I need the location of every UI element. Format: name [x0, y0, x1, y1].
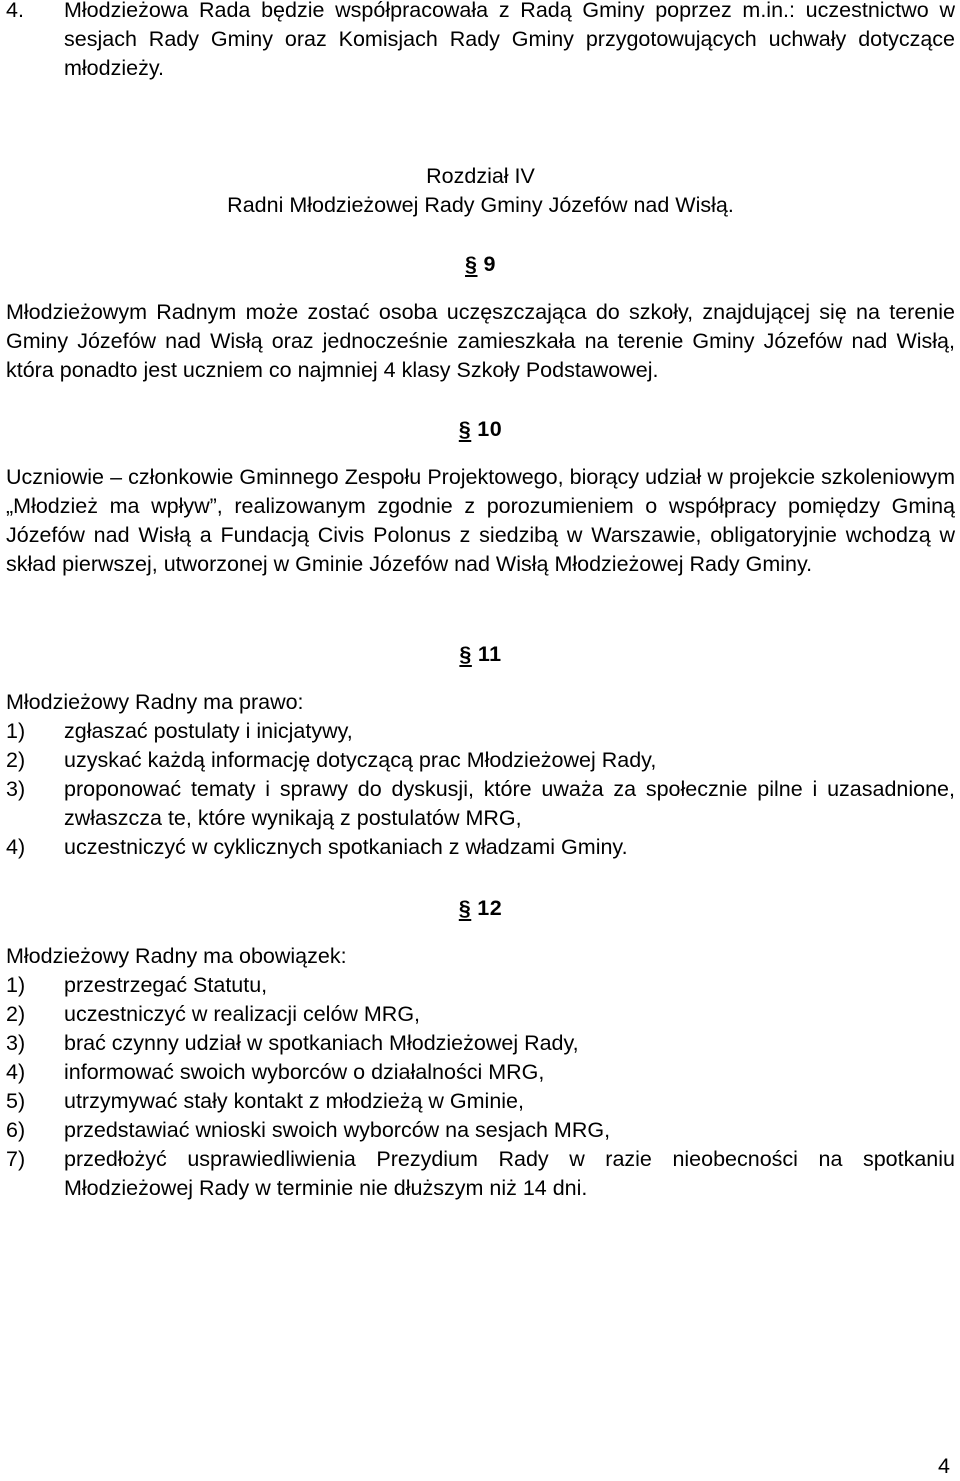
item-number: 5): [6, 1089, 26, 1113]
section-number: 10: [477, 417, 503, 441]
list-item: [6, 1000, 955, 1029]
item-number: 2): [6, 748, 26, 772]
list-item-4: [6, 0, 955, 83]
chapter-title: Rozdział IV: [426, 164, 535, 188]
rights-list: [6, 717, 955, 862]
list-item: [6, 1087, 955, 1116]
section-symbol: §: [459, 642, 472, 666]
item-text: Młodzieżowa Rada będzie współpracowała z Radą Gminy poprzez m.in.: uczestnictwo w sesjach Rady Gminy oraz Komisjach Rady Gminy przygotowujących uchwały dotyczące młodzieży.: [64, 0, 955, 80]
list-item: [6, 971, 955, 1000]
item-text: przestrzegać Statutu,: [64, 973, 268, 997]
item-text: przedstawiać wnioski swoich wyborców na sesjach MRG,: [64, 1118, 611, 1142]
item-text: uzyskać każdą informację dotyczącą prac Młodzieżowej Rady,: [64, 748, 657, 772]
document-page: [6, 0, 955, 1203]
list-item: [6, 833, 955, 862]
item-text: przedłożyć usprawiedliwienia Prezydium Rady w razie nieobecności na spotkaniu Młodzieżowej Rady w terminie nie dłuższym niż 14 dni.: [64, 1147, 955, 1200]
list-item: [6, 746, 955, 775]
item-number: 3): [6, 1031, 26, 1055]
section-symbol: §: [465, 252, 478, 276]
section-10-text: Uczniowie – członkowie Gminnego Zespołu Projektowego, biorący udział w projekcie szkoleniowym „Młodzież ma wpływ”, realizowanym zgodnie z porozumieniem o współpracy pomiędzy Gminą Józefów nad Wisłą a Fundacją Civis Polonus z siedzibą w Warszawie, obligatoryjnie wchodzą w skład pierwszej, utworzonej w Gminie Józefów nad Wisłą Młodzieżowej Rady Gminy.: [6, 465, 955, 576]
item-number: 3): [6, 777, 26, 801]
item-text: zgłaszać postulaty i inicjatywy,: [64, 719, 353, 743]
item-text: uczestniczyć w realizacji celów MRG,: [64, 1002, 421, 1026]
section-9-heading: [6, 250, 955, 279]
item-text: proponować tematy i sprawy do dyskusji, które uważa za społecznie pilne i uzasadnione, zwłaszcza te, które wynikają z postulatów MRG,: [64, 777, 955, 830]
item-number: 1): [6, 973, 26, 997]
list-item: [6, 1058, 955, 1087]
section-11-intro: Młodzieżowy Radny ma prawo:: [6, 690, 304, 714]
item-number: 1): [6, 719, 26, 743]
list-item: [6, 775, 955, 833]
item-number: 2): [6, 1002, 26, 1026]
section-number: 9: [483, 252, 496, 276]
list-item: [6, 717, 955, 746]
item-text: utrzymywać stały kontakt z młodzieżą w Gminie,: [64, 1089, 524, 1113]
chapter-subtitle: Radni Młodzieżowej Rady Gminy Józefów nad Wisłą.: [227, 193, 734, 217]
item-text: uczestniczyć w cyklicznych spotkaniach z władzami Gminy.: [64, 835, 628, 859]
section-12-intro: Młodzieżowy Radny ma obowiązek:: [6, 944, 347, 968]
section-number: 11: [477, 642, 502, 666]
section-12-heading: [6, 894, 955, 923]
list-item: [6, 1116, 955, 1145]
list-item: [6, 1145, 955, 1203]
item-number: 7): [6, 1147, 26, 1171]
item-text: brać czynny udział w spotkaniach Młodzieżowej Rady,: [64, 1031, 579, 1055]
section-number: 12: [477, 896, 503, 920]
item-number: 4.: [6, 0, 24, 22]
section-11-heading: [6, 640, 955, 669]
item-text: informować swoich wyborców o działalności MRG,: [64, 1060, 545, 1084]
page-number: 4: [938, 1454, 950, 1478]
duties-list: [6, 971, 955, 1203]
section-9-text: Młodzieżowym Radnym może zostać osoba uczęszczająca do szkoły, znajdującej się na terenie Gminy Józefów nad Wisłą oraz jednocześnie zamieszkała na terenie Gminy Józefów nad Wisłą, która ponadto jest uczniem co najmniej 4 klasy Szkoły Podstawowej.: [6, 300, 955, 382]
list-item: [6, 1029, 955, 1058]
section-symbol: §: [458, 896, 472, 920]
section-10-heading: [6, 415, 955, 444]
item-number: 6): [6, 1118, 26, 1142]
section-symbol: §: [458, 417, 472, 441]
item-number: 4): [6, 1060, 26, 1084]
item-number: 4): [6, 835, 26, 859]
